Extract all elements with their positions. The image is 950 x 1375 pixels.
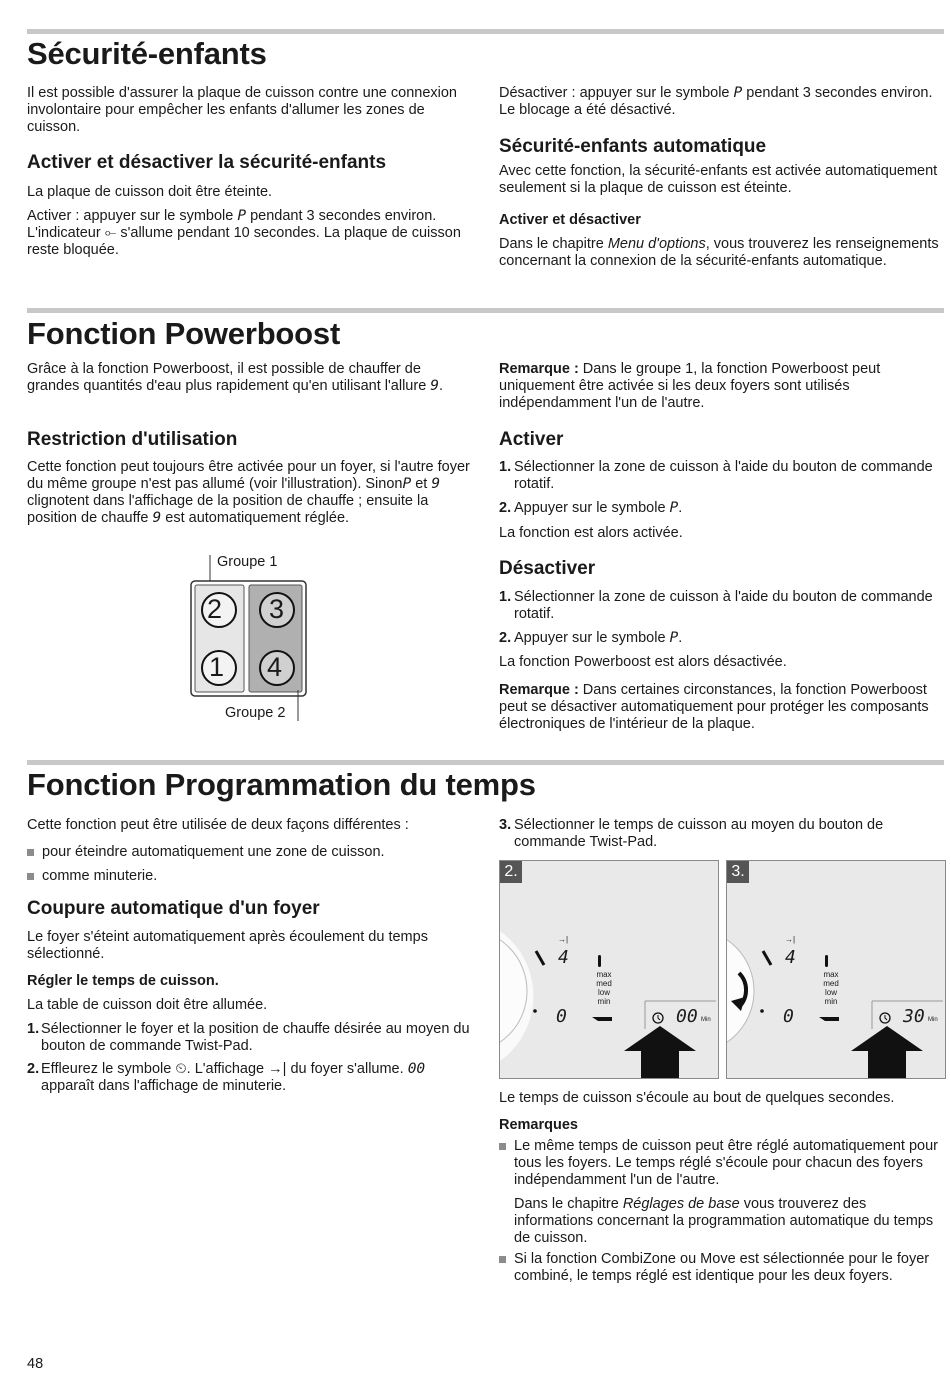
text: est automatiquement réglée. [161,510,350,526]
text: s'allume pendant 10 secondes. La plaque de cuisson reste bloquée. [27,225,461,258]
level-label: med [596,979,612,988]
hob-groups-svg [185,550,320,725]
text: . L'affichage [186,1061,269,1077]
chapter-ref: Réglages de base [622,1196,740,1212]
heat-level-zero-display: 0 [556,1006,567,1027]
subheading: Coupure automatique d'un foyer [27,898,320,919]
bullet-text: Le même temps de cuisson peut être réglé automatiquement pour tous les foyers. Le temps réglé s'écoule pour chacun des foyers indépendamment l'un de l'autre. [514,1138,938,1188]
section-rule [27,308,944,313]
paragraph: Le foyer s'éteint automatiquement après écoulement du temps sélectionné. [27,929,428,962]
bullet-icon [27,873,34,880]
list-item [27,1021,472,1055]
subheading: Activer et désactiver la sécurité-enfants [27,152,387,173]
text: . [678,500,683,516]
panel-step-label: 3. [727,861,749,883]
timer-unit: Min [701,1017,711,1023]
list-item [27,1061,472,1095]
display-panel-step-2 [499,860,719,1079]
section-title-securite: Sécurité-enfants [27,36,267,71]
text: pendant 3 secondes environ. L'indicateur [27,208,437,241]
heat-level-display: 4 [558,947,569,968]
symbol-p: P [669,500,679,516]
step-number: 2. [499,500,512,516]
text: . [678,630,683,646]
clock-icon: ⏲ [175,1061,187,1077]
text: du foyer s'allume. [286,1061,408,1077]
remark [499,361,944,412]
subheading: Restriction d'utilisation [27,429,238,450]
subheading: Sécurité-enfants automatique [499,136,767,157]
symbol-p: P [669,630,679,646]
zone-label-3: 3 [269,594,285,624]
bullet-text: pour éteindre automatiquement une zone de cuisson. [42,844,385,860]
bullet-icon [27,849,34,856]
paragraph [27,361,472,395]
key-icon: ⟜ [104,225,117,241]
section-title-programmation: Fonction Programmation du temps [27,767,536,802]
text: vous trouverez des informations concernant la programmation automatique du temps de cuisson. [514,1196,934,1246]
text: pendant 3 secondes environ. Le blocage a été désactivé. [499,85,933,118]
paragraph: La fonction est alors activée. [499,525,683,541]
timer-display: 30 [903,1006,925,1027]
step-text [514,500,944,517]
bullet-item [499,1251,944,1285]
paragraph: La table de cuisson doit être allumée. [27,997,268,1013]
level-label: low [824,988,837,997]
symbol-00: 00 [407,1061,426,1077]
timer-unit: Min [928,1017,938,1023]
text: . [439,378,444,394]
text: Dans le groupe 1, la fonction Powerboost peut uniquement être activée si les deux foyers sont utilisés indépendamment l'un de l'autre. [499,361,881,411]
paragraph [27,208,472,259]
list-item [499,500,944,517]
level-label: max [596,970,612,979]
step-text [41,1061,472,1095]
groupe-1-label: Groupe 1 [217,554,278,570]
list-item [499,630,944,647]
subheading: Activer [499,429,564,450]
bullet-text: Si la fonction CombiZone ou Move est sélectionnée pour le foyer combiné, le temps réglé est identique pour les deux foyers. [514,1251,930,1284]
step-number: 1. [499,459,512,475]
minor-heading: Régler le temps de cuisson. [27,973,219,989]
symbol-9: 9 [430,378,440,394]
text: clignotent dans l'affichage de la position de chauffe ; ensuite la position de chauffe [27,493,429,526]
symbol-p: P [733,85,743,101]
section-title-powerboost: Fonction Powerboost [27,316,341,351]
panel-step-label: 2. [500,861,522,883]
symbol-p: P [402,476,412,492]
bullet-item [27,844,472,861]
text: Dans le chapitre [514,1196,623,1212]
step-number: 1. [499,589,512,605]
list-item [499,817,944,851]
power-level-labels [817,970,845,1006]
list-item [499,459,944,493]
arrow-to-bar-icon: →| [268,1061,287,1077]
zone-label-2: 2 [207,594,223,624]
minor-heading: Remarques [499,1117,578,1133]
arrow-to-bar-icon: →| [785,935,796,944]
hob-groups-diagram [185,550,320,725]
bullet-item [27,868,472,885]
power-level-labels [590,970,618,1006]
remark-label: Remarque : [499,361,579,377]
step-number: 1. [27,1021,40,1037]
text: Appuyer sur le symbole [514,500,670,516]
zone-label-1: 1 [209,652,225,682]
section-rule [27,760,944,765]
groupe-2-label: Groupe 2 [225,705,286,721]
heat-level-display: 4 [785,947,796,968]
remark-label: Remarque : [499,682,579,698]
text: Dans le chapitre [499,236,608,252]
chapter-ref: Menu d'options [607,236,706,252]
text: Grâce à la fonction Powerboost, il est possible de chauffer de grandes quantités d'eau plus rapidement qu'en utilisant l'allure [27,361,431,394]
step-text: Sélectionner la zone de cuisson à l'aide du bouton de commande rotatif. [514,459,933,492]
bullet-text: comme minuterie. [42,868,158,884]
thermometer-icon [598,955,601,967]
paragraph: La plaque de cuisson doit être éteinte. [27,184,273,200]
bullet-icon [499,1143,506,1150]
paragraph: Avec cette fonction, la sécurité-enfants est activée automatiquement seulement si la plaque de cuisson est éteinte. [499,163,938,196]
list-item [499,589,944,623]
paragraph: La fonction Powerboost est alors désactivée. [499,654,787,670]
level-label: min [597,997,611,1006]
step-text [514,630,944,647]
level-label: min [824,997,838,1006]
zone-label-4: 4 [267,652,283,682]
step-text: Sélectionner la zone de cuisson à l'aide du bouton de commande rotatif. [514,589,933,622]
level-label: med [823,979,839,988]
paragraph [499,85,944,119]
text: et [411,476,432,492]
paragraph: Il est possible d'assurer la plaque de cuisson contre une connexion involontaire pour empêcher les enfants d'allumer les zones de cuisson. [27,85,457,135]
section-rule [27,29,944,34]
bullet-item [499,1138,944,1247]
symbol-p: P [237,208,247,224]
paragraph [499,236,944,270]
text: Dans certaines circonstances, la fonction Powerboost peut se désactiver automatiquement pour protéger les composants électroniques de l'intérieur de la plaque. [499,682,929,732]
thermometer-icon [825,955,828,967]
subheading: Désactiver [499,558,596,579]
arrow-to-bar-icon: →| [558,935,569,944]
bullet-icon [499,1256,506,1263]
remark [499,682,944,733]
symbol-9: 9 [152,510,162,526]
text: Cette fonction peut toujours être activée pour un foyer, si l'autre foyer du même groupe n'est pas allumé (voir l'illustration). Sinon [27,459,470,492]
text: , vous trouverez les renseignements concernant la connexion de la sécurité-enfants automatique. [499,236,939,269]
step-text: Sélectionner le temps de cuisson au moyen du bouton de commande Twist-Pad. [514,817,884,850]
paragraph: Cette fonction peut être utilisée de deux façons différentes : [27,817,409,833]
symbol-9: 9 [431,476,441,492]
text: Effleurez le symbole [41,1061,176,1077]
text: Activer : appuyer sur le symbole [27,208,238,224]
bullet-text [514,1196,944,1247]
paragraph: Le temps de cuisson s'écoule au bout de quelques secondes. [499,1090,895,1106]
level-label: low [597,988,610,997]
step-number: 2. [499,630,512,646]
minor-heading: Activer et désactiver [499,212,641,228]
text: apparaît dans l'affichage de minuterie. [41,1078,287,1094]
heat-level-zero-display: 0 [783,1006,794,1027]
step-text: Sélectionner le foyer et la position de chauffe désirée au moyen du bouton de commande Twist-Pad. [41,1021,470,1054]
step-number: 2. [27,1061,40,1077]
text: Désactiver : appuyer sur le symbole [499,85,734,101]
timer-display: 00 [676,1006,698,1027]
step-number: 3. [499,817,512,833]
text: Appuyer sur le symbole [514,630,670,646]
display-panel-step-3 [726,860,946,1079]
page-number: 48 [27,1356,44,1372]
paragraph [27,459,472,527]
level-label: max [823,970,839,979]
